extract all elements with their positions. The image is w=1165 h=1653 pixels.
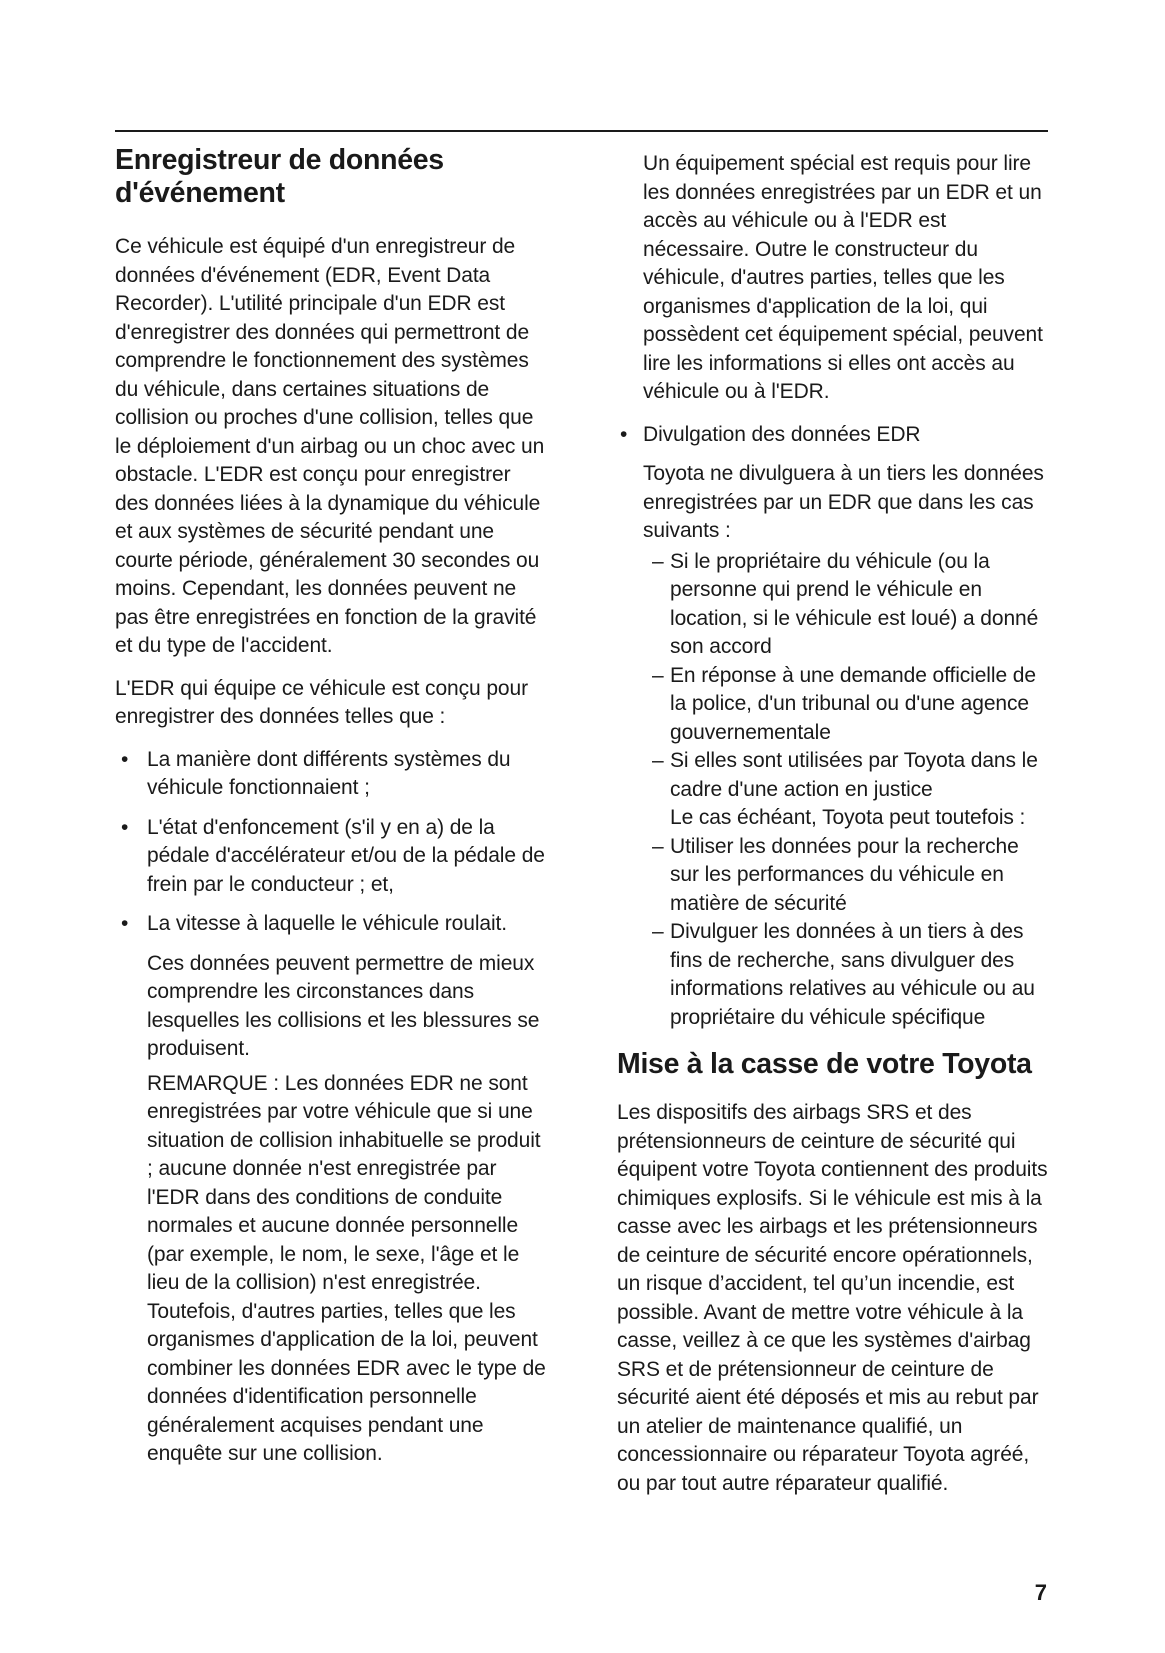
dash-placeholder [652, 804, 670, 833]
header-rule [115, 130, 1048, 132]
scrapping-paragraph: Les dispositifs des airbags SRS et des prétensionneurs de ceinture de sécurité qui équipent votre Toyota contiennent des produits chimiques explosifs. Si le véhicule est mis à la casse avec les airbags et les prétensionneurs de ceinture de sécurité encore opérationnels, un risque d’accident, tel qu’un incendie, est possible. Avant de mettre votre véhicule à la casse, veillez à ce que les systèmes d'airbag SRS et de prétensionneur de ceinture de sécurité aient été déposés et mis au rebut par un atelier de maintenance qualifié, un concessionnaire ou réparateur Toyota agréé, ou par tout autre réparateur qualifié. [617, 1101, 1048, 1495]
content-columns [115, 144, 1048, 1512]
dash-item [652, 747, 1048, 804]
dash-item [652, 918, 1048, 1032]
dash-icon: – [652, 834, 664, 858]
dash-item-text: Divulguer les données à un tiers à des fins de recherche, sans divulguer des informations relatives au véhicule ou au propriétaire du véhicule spécifique [670, 920, 1035, 1029]
right-column [617, 144, 1048, 1512]
bullet-item [115, 814, 547, 900]
edr-context-paragraph: Ces données peuvent permettre de mieux comprendre les circonstances dans lesquelles les collisions et les blessures se produisent. [147, 951, 540, 1060]
bullet-item [115, 910, 547, 939]
bullet-item [617, 421, 1048, 450]
bullet-dot-icon: • [121, 747, 129, 771]
bullet-text: L'état d'enfoncement (s'il y en a) de la pédale d'accélérateur et/ou de la pédale de frein par le conducteur ; et, [147, 815, 545, 896]
edr-intro-paragraph: Ce véhicule est équipé d'un enregistreur de données d'événement (EDR, Event Data Recorder). L'utilité principale d'un EDR est d'enregistrer des données qui permettront de comprendre le fonctionnement des systèmes du véhicule, dans certaines situations de collision ou proches d'une collision, telles que le déploiement d'un airbag ou un choc avec un obstacle. L'EDR est conçu pour enregistrer des données liées à la dynamique du véhicule et aux systèmes de sécurité pendant une courte période, généralement 30 secondes ou moins. Cependant, les données peuvent ne pas être enregistrées en fonction de la gravité et du type de l'accident. [115, 235, 545, 657]
dash-item-text: Utiliser les données pour la recherche sur les performances du véhicule en matière de sécurité [670, 834, 1019, 915]
left-column [115, 144, 547, 1469]
dash-item-text: Si le propriétaire du véhicule (ou la personne qui prend le véhicule en location, si le véhicule est loué) a donné son accord [670, 549, 1039, 658]
edr-equipment-paragraph: Un équipement spécial est requis pour lire les données enregistrées par un EDR et un accès au véhicule ou à l'EDR est nécessaire. Outre le constructeur du véhicule, d'autres parties, telles que les organismes d'application de la loi, qui possèdent cet équipement spécial, peuvent lire les informations si elles ont accès au véhicule ou à l'EDR. [643, 152, 1043, 403]
bullet-text: La vitesse à laquelle le véhicule roulait. [147, 912, 508, 935]
bullet-dot-icon: • [121, 912, 129, 935]
dash-icon: – [652, 749, 664, 772]
bullet-text: La manière dont différents systèmes du véhicule fonctionnaient ; [147, 747, 511, 799]
section-heading-event-data-recorder: Enregistreur de données d'événement [115, 144, 444, 209]
dash-icon: – [652, 549, 664, 573]
dash-item-text: Le cas échéant, Toyota peut toutefois : [670, 806, 1026, 829]
disclosure-intro-paragraph: Toyota ne divulguera à un tiers les données enregistrées par un EDR que dans les cas suivants : [643, 462, 1044, 542]
bullet-item [115, 746, 547, 803]
dash-item-text: Si elles sont utilisées par Toyota dans le cadre d'une action en justice [670, 749, 1038, 801]
dash-item-text: En réponse à une demande officielle de la police, d'un tribunal ou d'une agence gouvernementale [670, 663, 1036, 744]
dash-item [652, 548, 1048, 662]
dash-item [652, 662, 1048, 748]
bullet-dot-icon: • [620, 422, 628, 446]
section-heading-scrapping-toyota: Mise à la casse de votre Toyota [617, 1048, 1032, 1080]
edr-remark-paragraph: REMARQUE : Les données EDR ne sont enregistrées par votre véhicule que si une situation de collision inhabituelle se produit ; aucune donnée n'est enregistrée par l'EDR dans des conditions de conduite normales et aucune donnée personnelle (par exemple, le nom, le sexe, l'âge et le lieu de la collision) n'est enregistrée. Toutefois, d'autres parties, telles que les organismes d'application de la loi, peuvent combiner les données EDR avec le type de données d'identification personnelle généralement acquises pendant une enquête sur une collision. [147, 1071, 546, 1465]
dash-icon: – [652, 920, 664, 943]
dash-item-continuation [652, 804, 1048, 833]
bullet-dot-icon: • [121, 815, 129, 839]
page-number: 7 [1034, 1580, 1047, 1605]
edr-records-intro-paragraph: L'EDR qui équipe ce véhicule est conçu pour enregistrer des données telles que : [115, 676, 528, 728]
bullet-text: Divulgation des données EDR [643, 422, 921, 446]
dash-icon: – [652, 663, 664, 687]
dash-item [652, 833, 1048, 919]
